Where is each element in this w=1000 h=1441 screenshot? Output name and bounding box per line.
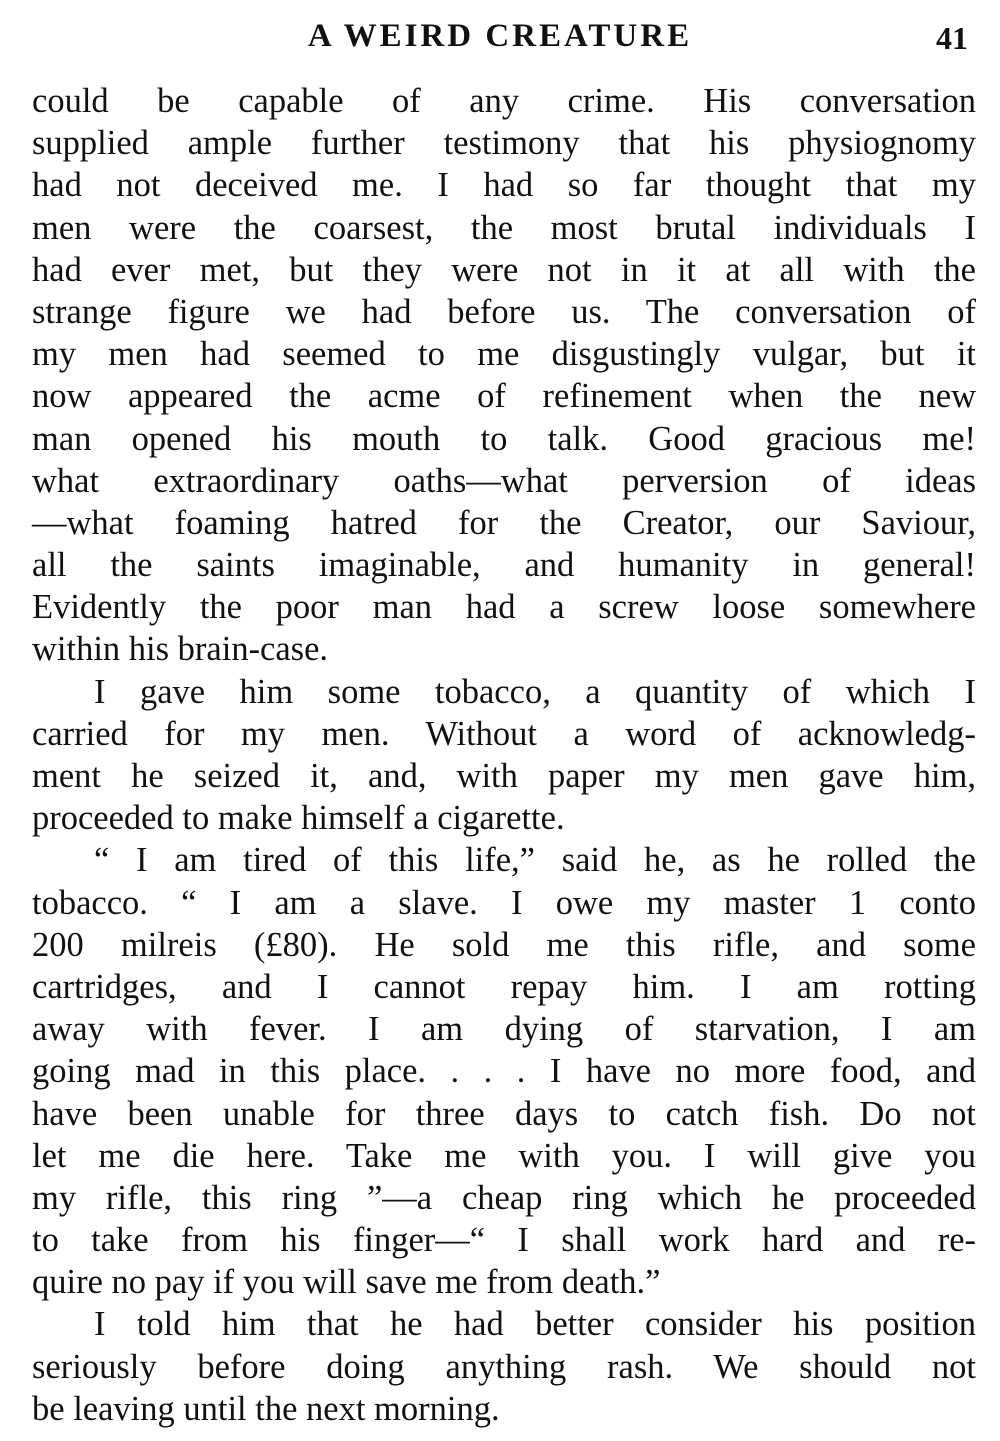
text-line: my men had seemed to me disgustingly vulgar, but it xyxy=(32,335,976,374)
text-line: let me die here. Take me with you. I will give you xyxy=(32,1136,976,1175)
text-line: 200 milreis (£80). He sold me this rifle, and some xyxy=(32,925,976,964)
text-line: had not deceived me. I had so far thought that my xyxy=(32,166,976,205)
text-line: tobacco. “ I am a slave. I owe my master 1 conto xyxy=(32,883,976,922)
paragraph-end-line: proceeded to make himself a cigarette. xyxy=(32,799,565,838)
text-line: could be capable of any crime. His conversation xyxy=(32,82,976,120)
text-line: cartridges, and I cannot repay him. I am rotting xyxy=(32,967,976,1006)
chapter-title: A WEIRD CREATURE xyxy=(307,18,693,54)
page-number: 41 xyxy=(936,20,968,56)
text-line: all the saints imaginable, and humanity in general! xyxy=(32,546,976,585)
text-line: to take from his finger—“ I shall work hard and re- xyxy=(32,1221,976,1260)
text-line: seriously before doing anything rash. We should not xyxy=(32,1347,976,1386)
text-line: carried for my men. Without a word of acknowledg- xyxy=(32,714,976,753)
text-line: away with fever. I am dying of starvation, I am xyxy=(32,1010,976,1049)
text-line: going mad in this place. . . . I have no more food, and xyxy=(32,1052,976,1091)
paragraph-end-line: quire no pay if you will save me from death.” xyxy=(32,1263,661,1302)
paragraph-start-line: “ I am tired of this life,” said he, as he rolled the xyxy=(94,841,976,880)
text-line: what extraordinary oaths—what perversion of ideas xyxy=(32,461,976,500)
text-line: man opened his mouth to talk. Good gracious me! xyxy=(32,419,976,458)
text-line: strange figure we had before us. The conversation of xyxy=(32,292,976,331)
text-line: supplied ample further testimony that his physiognomy xyxy=(32,124,976,163)
text-line: now appeared the acme of refinement when the new xyxy=(32,377,976,416)
text-line: men were the coarsest, the most brutal individuals I xyxy=(32,208,976,247)
paragraph-end-line: within his brain-case. xyxy=(32,630,329,669)
paragraph-start-line: I gave him some tobacco, a quantity of which I xyxy=(94,672,976,711)
paragraph-end-line: be leaving until the next morning. xyxy=(32,1389,500,1428)
text-line: have been unable for three days to catch fish. Do not xyxy=(32,1094,976,1133)
body-text xyxy=(32,80,976,1430)
running-head xyxy=(32,18,972,68)
text-line: had ever met, but they were not in it at all with the xyxy=(32,250,976,289)
paragraph-start-line: I told him that he had better consider his position xyxy=(94,1305,976,1344)
text-line: —what foaming hatred for the Creator, our Saviour, xyxy=(32,503,976,542)
text-line: my rifle, this ring ”—a cheap ring which he proceeded xyxy=(32,1178,976,1217)
text-line: ment he seized it, and, with paper my men gave him, xyxy=(32,757,976,795)
text-line: Evidently the poor man had a screw loose somewhere xyxy=(32,588,976,627)
